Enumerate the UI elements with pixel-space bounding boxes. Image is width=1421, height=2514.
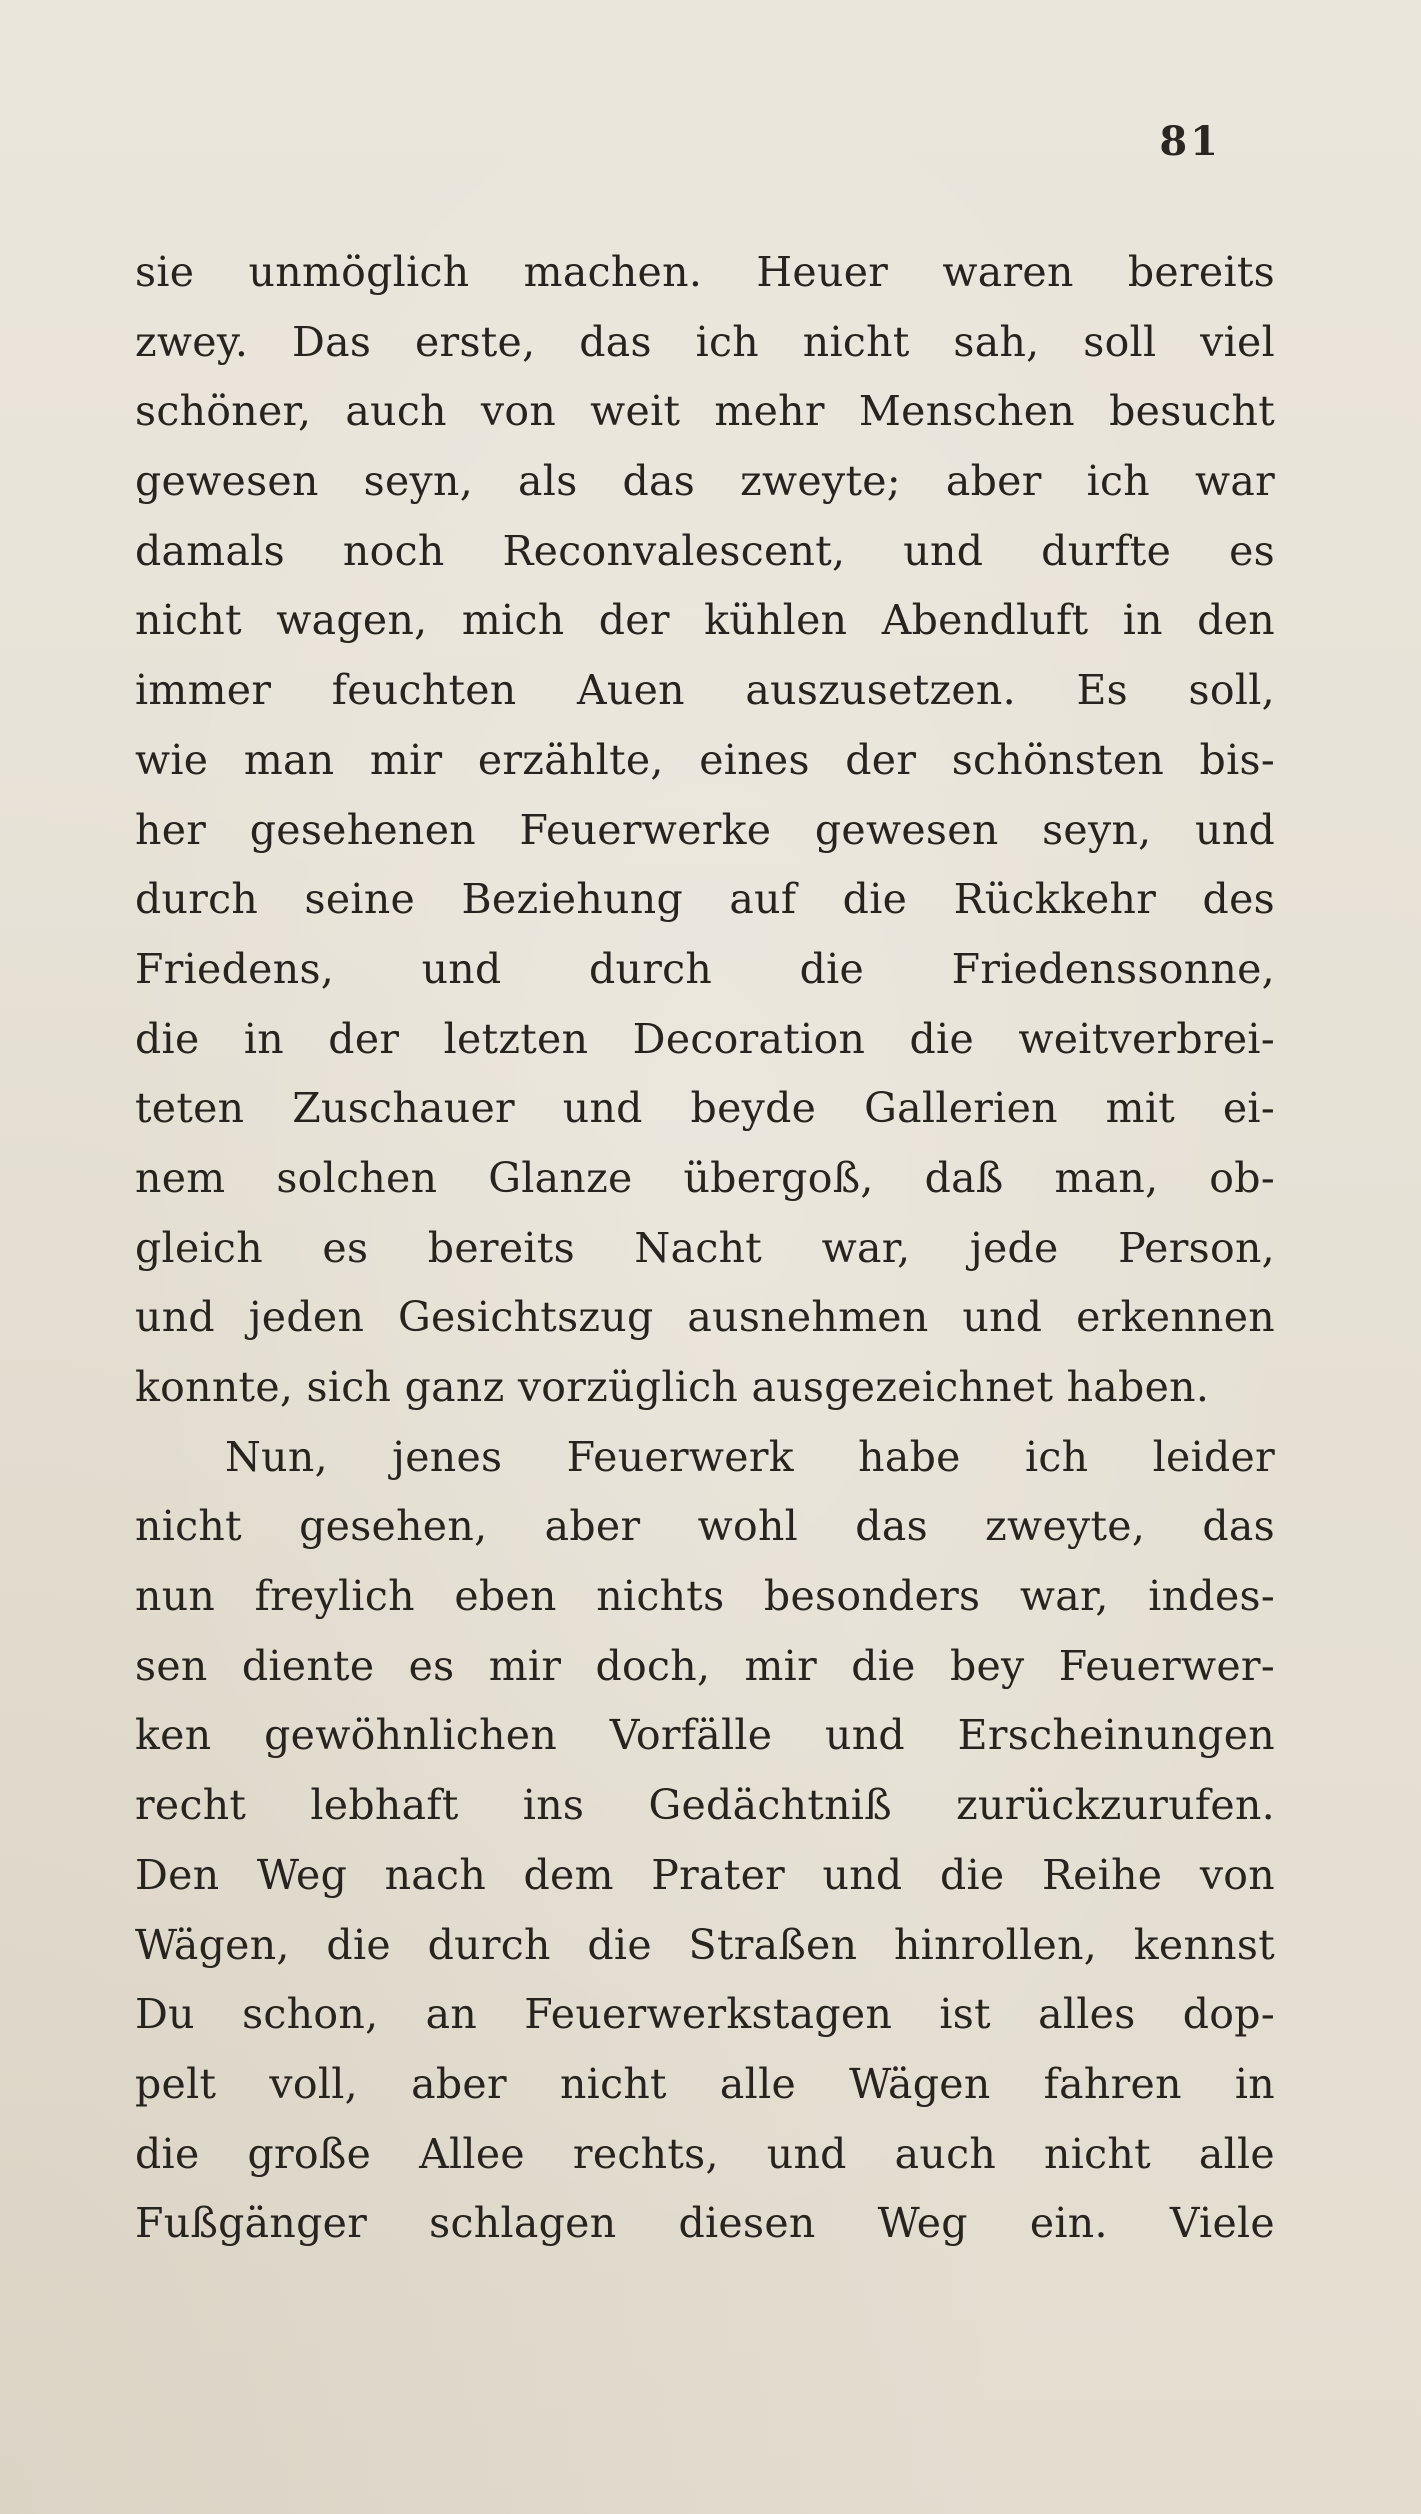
text-line: die große Allee rechts, und auch nicht alle — [135, 2129, 1275, 2178]
paragraph-end-line: konnte, sich ganz vorzüglich ausgezeichnet haben. — [135, 1363, 1210, 1411]
text-line: Friedens, und durch die Friedenssonne, — [135, 944, 1275, 993]
text-line: zwey. Das erste, das ich nicht sah, soll viel — [135, 317, 1275, 366]
text-line: nicht wagen, mich der kühlen Abendluft in den — [135, 596, 1275, 645]
text-line: Wägen, die durch die Straßen hinrollen, kennst — [135, 1920, 1275, 1969]
text-line: Du schon, an Feuerwerkstagen ist alles dop- — [135, 1990, 1275, 2039]
text-line: nun freylich eben nichts besonders war, indes- — [135, 1572, 1275, 1621]
text-line: Den Weg nach dem Prater und die Reihe von — [135, 1850, 1275, 1899]
paragraph-start-line: Nun, jenes Feuerwerk habe ich leider — [225, 1432, 1275, 1481]
text-line: schöner, auch von weit mehr Menschen besucht — [135, 387, 1275, 436]
text-line: Fußgänger schlagen diesen Weg ein. Viele — [135, 2199, 1275, 2248]
text-line: sen diente es mir doch, mir die bey Feuerwer- — [135, 1641, 1275, 1690]
text-line: nem solchen Glanze übergoß, daß man, ob- — [135, 1153, 1275, 1202]
text-line: her gesehenen Feuerwerke gewesen seyn, und — [135, 805, 1275, 854]
text-line: gleich es bereits Nacht war, jede Person, — [135, 1223, 1275, 1272]
text-line: sie unmöglich machen. Heuer waren bereits — [135, 248, 1275, 296]
text-line: immer feuchten Auen auszusetzen. Es soll, — [135, 666, 1275, 715]
text-line: wie man mir erzählte, eines der schönsten bis- — [135, 735, 1275, 784]
text-line: nicht gesehen, aber wohl das zweyte, das — [135, 1502, 1275, 1551]
text-line: durch seine Beziehung auf die Rückkehr des — [135, 875, 1275, 924]
text-line: damals noch Reconvalescent, und durfte es — [135, 526, 1275, 575]
text-line: die in der letzten Decoration die weitverbrei- — [135, 1014, 1275, 1063]
page-number: 81 — [1159, 118, 1221, 165]
text-line: gewesen seyn, als das zweyte; aber ich war — [135, 457, 1275, 506]
text-line: teten Zuschauer und beyde Gallerien mit ei- — [135, 1084, 1275, 1133]
text-line: pelt voll, aber nicht alle Wägen fahren in — [135, 2059, 1275, 2108]
body-text — [135, 238, 1275, 2259]
text-line: und jeden Gesichtszug ausnehmen und erkennen — [135, 1293, 1275, 1342]
text-line: recht lebhaft ins Gedächtniß zurückzurufen. — [135, 1781, 1275, 1830]
text-line: ken gewöhnlichen Vorfälle und Erscheinungen — [135, 1711, 1275, 1760]
